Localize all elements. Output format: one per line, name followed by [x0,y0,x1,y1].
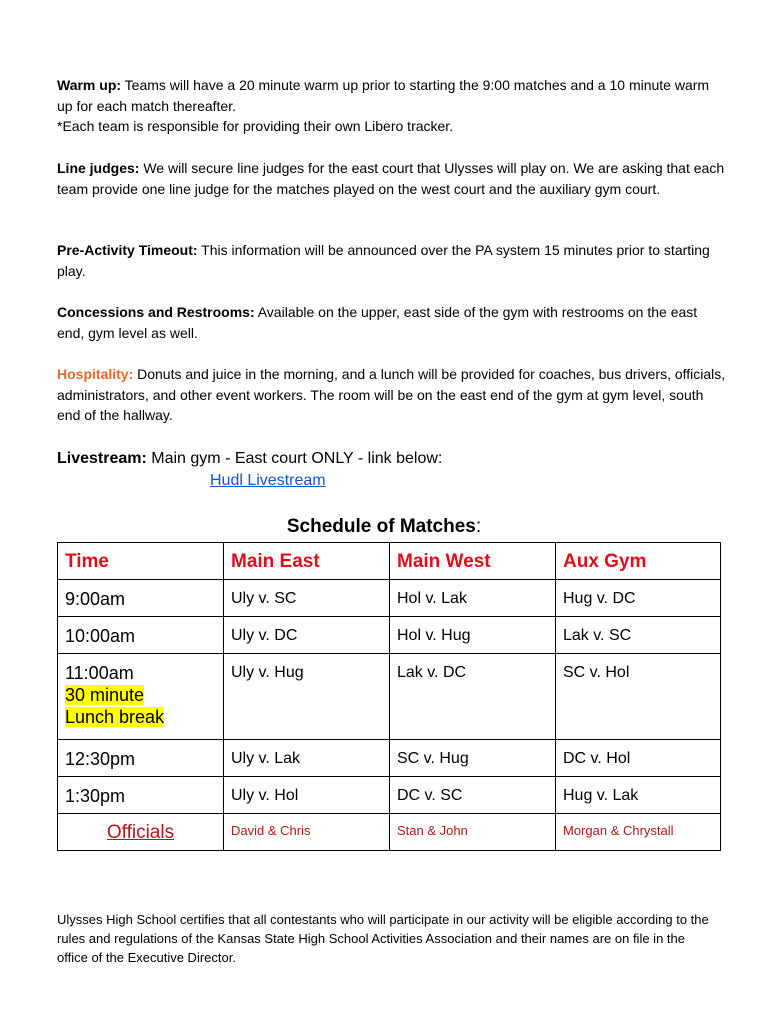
table-row [58,654,721,740]
table-row [58,777,721,814]
time-cell: 10:00am [58,617,224,654]
officials-row [58,814,721,851]
main-west-cell: SC v. Hug [390,740,556,777]
aux-gym-cell: SC v. Hol [556,654,721,740]
header-main-east: Main East [224,543,390,580]
time-cell [58,654,224,740]
warmup-label: Warm up: [57,77,122,93]
line-judges-label: Line judges: [57,160,140,176]
time-cell: 12:30pm [58,740,224,777]
line-judges-text: We will secure line judges for the east court that Ulysses will play on. We are asking that each team provide one line judge for the matches played on the west court and the auxiliary gym court. [57,160,725,197]
hospitality-text: Donuts and juice in the morning, and a lunch will be provided for coaches, bus drivers, officials, administrators, and other event workers. The room will be on the east end of the gym at gym level, south end of the hallway. [57,366,726,423]
footer-certification: Ulysses High School certifies that all contestants who will participate in our activity will be eligible according to the rules and regulations of the Kansas State High School Activities Association and their names are on file in the office of the Executive Director. [57,912,709,965]
main-west-cell: Hol v. Hug [390,617,556,654]
table-row [58,740,721,777]
officials-main-west: Stan & John [390,814,556,851]
hospitality-label: Hospitality: [57,366,134,382]
aux-gym-cell: Hug v. Lak [556,777,721,814]
table-row [58,617,721,654]
header-main-west: Main West [390,543,556,580]
officials-label-cell [58,814,224,851]
lunch-break-highlight-line2: Lunch break [65,707,165,727]
main-west-cell: Lak v. DC [390,654,556,740]
pre-activity-text: This information will be announced over the PA system 15 minutes prior to starting play. [57,242,710,279]
main-east-cell: Uly v. SC [224,580,390,617]
lunch-break-highlight-line1: 30 minute [65,685,145,705]
warmup-section [57,75,727,137]
schedule-title-text: Schedule of Matches [286,516,476,537]
schedule-title [0,516,768,538]
main-west-cell: Hol v. Lak [390,580,556,617]
time-cell: 1:30pm [58,777,224,814]
aux-gym-cell: DC v. Hol [556,740,721,777]
main-east-cell: Uly v. Lak [224,740,390,777]
schedule-header-row [58,543,721,580]
officials-main-east: David & Chris [224,814,390,851]
warmup-note: *Each team is responsible for providing their own Libero tracker. [57,118,454,134]
pre-activity-label: Pre-Activity Timeout: [57,242,198,258]
warmup-text: Teams will have a 20 minute warm up prior to starting the 9:00 matches and a 10 minute warm up for each match thereafter. [57,77,710,114]
time-cell: 9:00am [58,580,224,617]
hudl-livestream-link[interactable]: Hudl Livestream [210,472,326,489]
officials-link[interactable]: Officials [106,822,175,843]
line-judges-section [57,158,727,199]
livestream-section [57,449,442,469]
main-east-cell: Uly v. DC [224,617,390,654]
officials-aux-gym: Morgan & Chrystall [556,814,721,851]
pre-activity-section [57,240,727,281]
main-west-cell: DC v. SC [390,777,556,814]
livestream-label: Livestream: [57,450,147,467]
header-aux-gym: Aux Gym [556,543,721,580]
concessions-section [57,302,727,343]
schedule-table [57,542,721,851]
main-east-cell: Uly v. Hol [224,777,390,814]
concessions-label: Concessions and Restrooms: [57,304,255,320]
header-time: Time [58,543,224,580]
aux-gym-cell: Lak v. SC [556,617,721,654]
livestream-text: Main gym - East court ONLY - link below: [146,450,443,467]
schedule-title-colon: : [475,516,482,537]
time-text: 11:00am [65,663,134,683]
concessions-text: Available on the upper, east side of the gym with restrooms on the east end, gym level as well. [57,304,698,341]
hospitality-section [57,364,727,426]
aux-gym-cell: Hug v. DC [556,580,721,617]
table-row [58,580,721,617]
main-east-cell: Uly v. Hug [224,654,390,740]
